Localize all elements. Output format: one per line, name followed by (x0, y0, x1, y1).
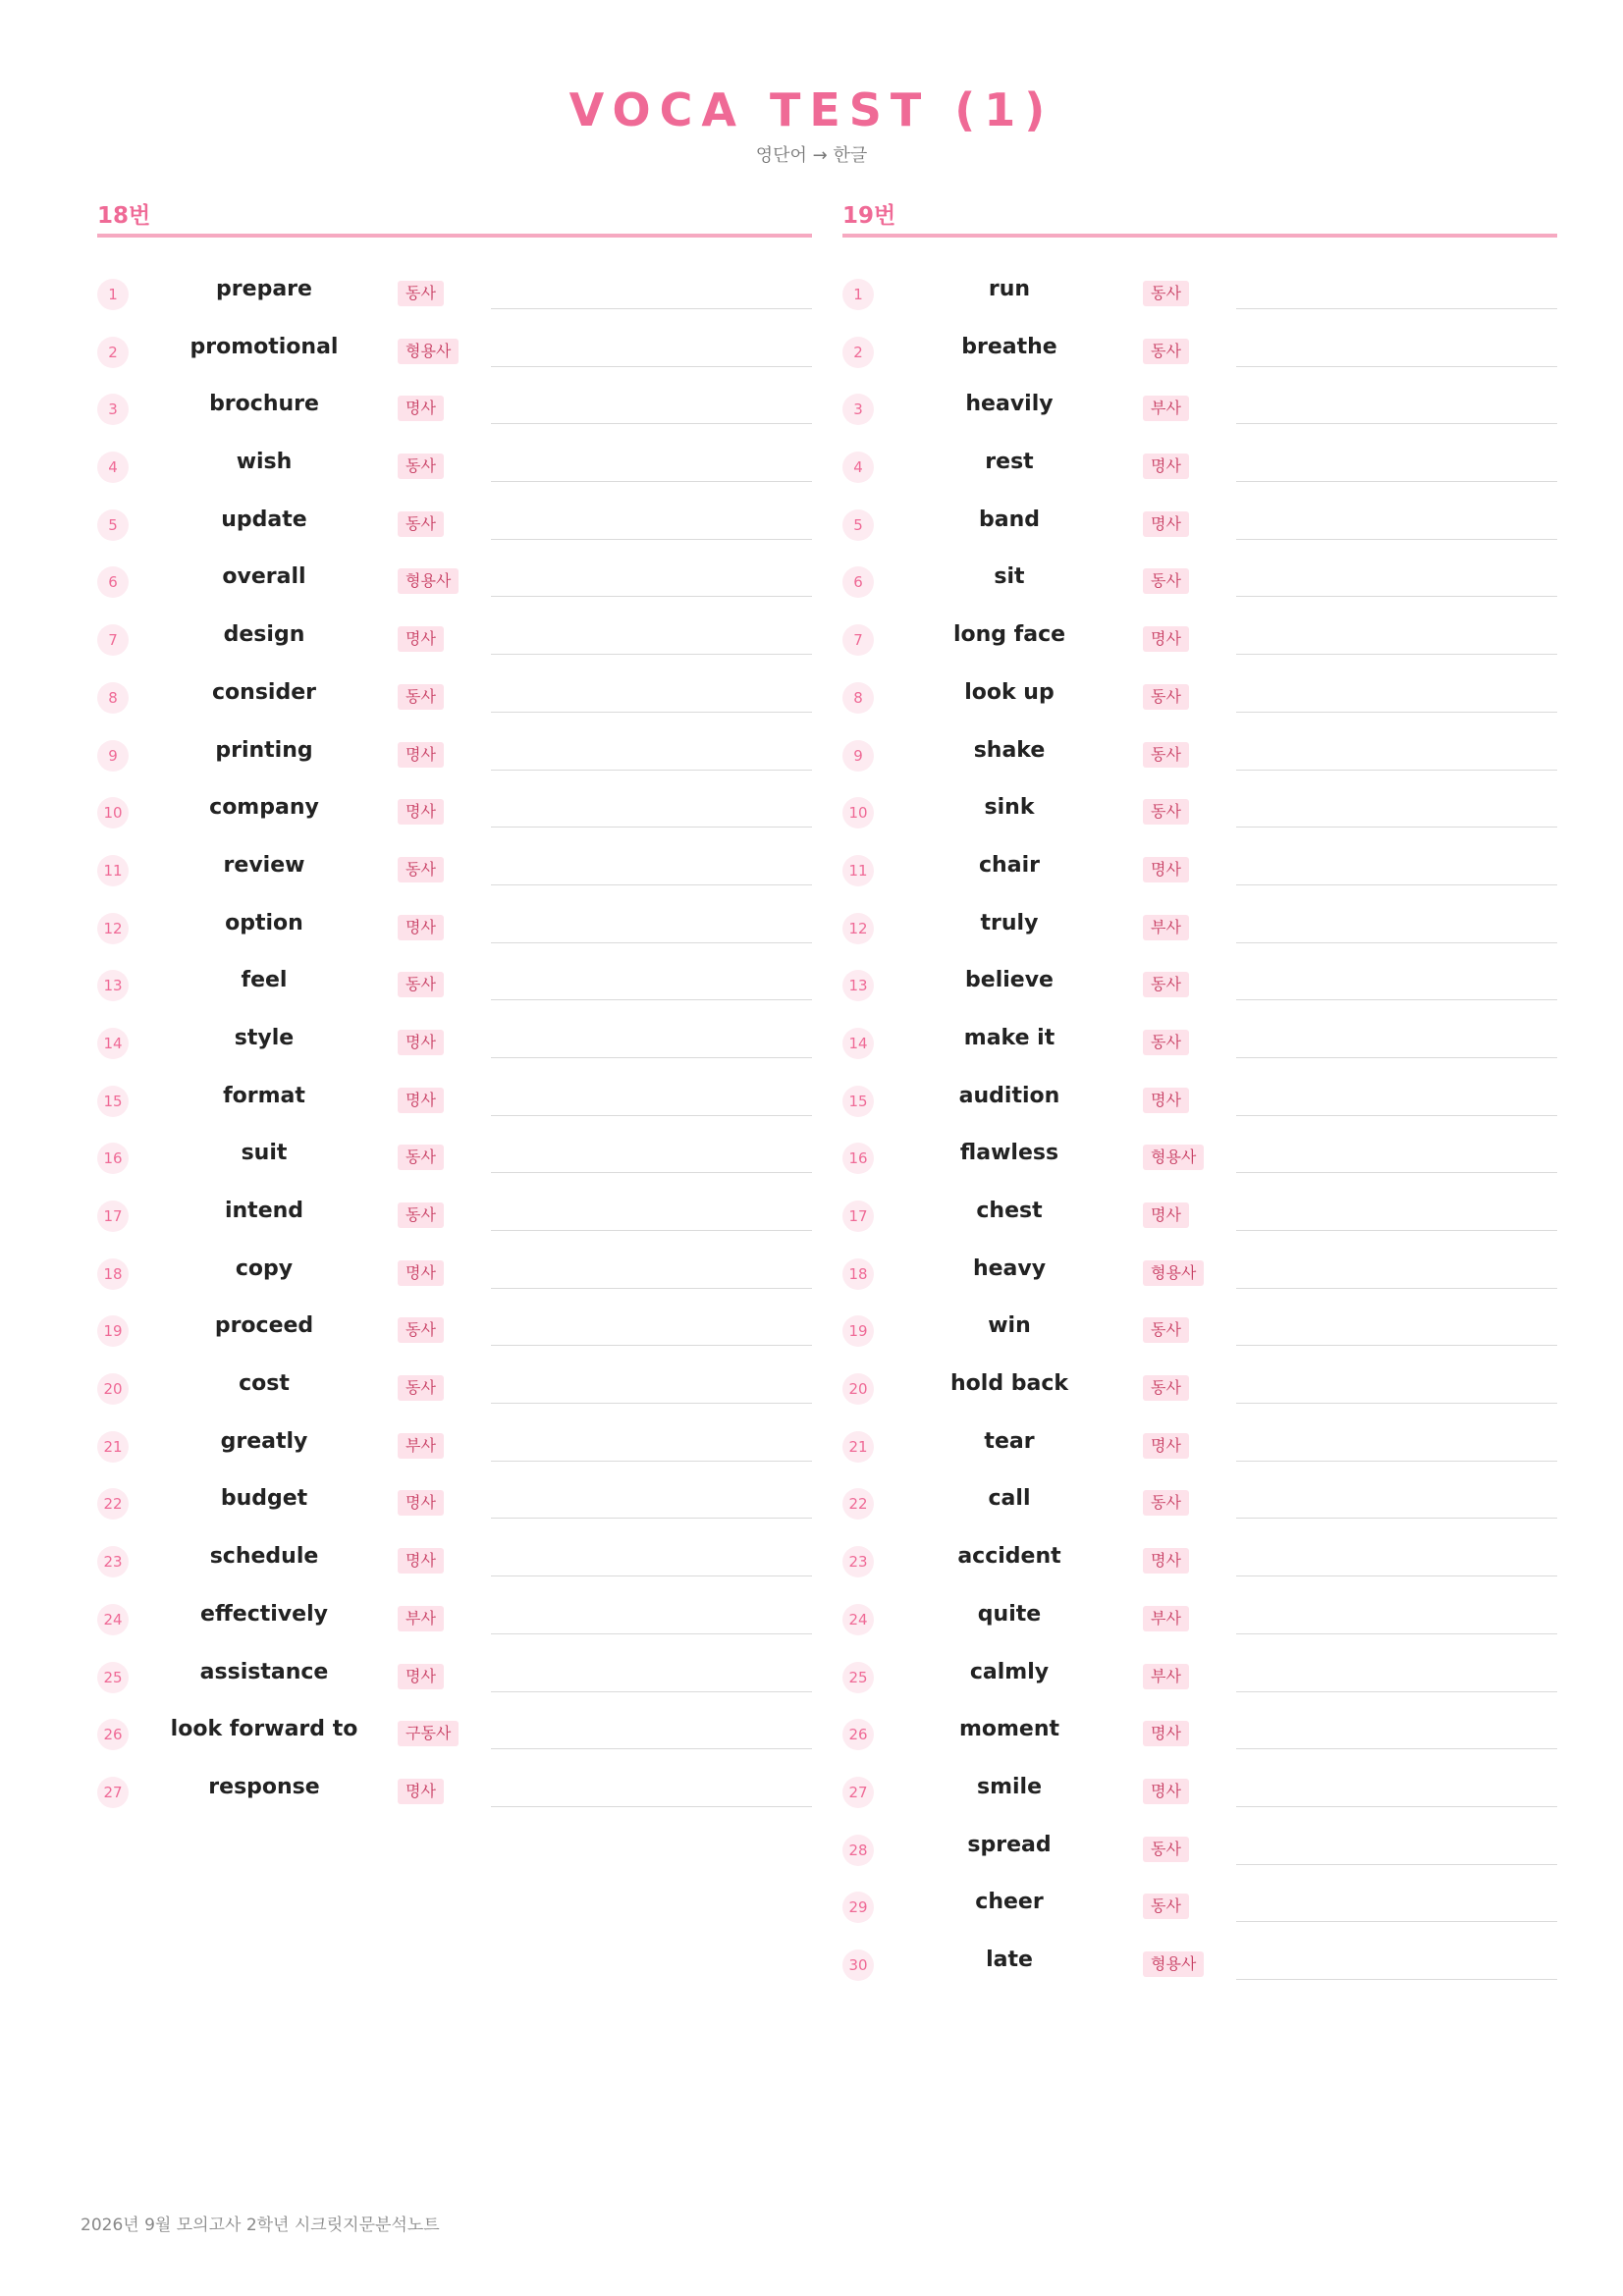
english-word: make it (963, 1025, 1055, 1050)
english-word: printing (215, 737, 313, 763)
part-of-speech-tag: 동사 (398, 1145, 444, 1170)
item-number-badge: 25 (842, 1662, 874, 1693)
english-word: copy (235, 1255, 294, 1281)
english-word: look up (964, 679, 1055, 705)
answer-line[interactable] (491, 1230, 812, 1231)
list-item (842, 1763, 1557, 1821)
english-word: brochure (209, 392, 319, 417)
english-word: late (986, 1947, 1033, 1972)
english-word: smile (976, 1774, 1043, 1799)
english-word: truly (980, 910, 1039, 935)
list-item (842, 380, 1557, 438)
english-word: sink (984, 795, 1035, 821)
list-item (97, 783, 812, 841)
english-word: tear (984, 1428, 1035, 1454)
answer-line[interactable] (1236, 1172, 1557, 1173)
answer-line[interactable] (1236, 1633, 1557, 1634)
item-number-badge: 25 (97, 1662, 129, 1693)
list-item (97, 1532, 812, 1590)
list-item (842, 1360, 1557, 1417)
list-item (97, 1014, 812, 1072)
item-number-badge: 6 (842, 566, 874, 598)
list-item (842, 1187, 1557, 1245)
list-item (97, 668, 812, 726)
word-list (842, 265, 1557, 1994)
part-of-speech-tag: 명사 (1143, 857, 1189, 882)
answer-line[interactable] (491, 1057, 812, 1058)
answer-line[interactable] (491, 481, 812, 482)
list-item (842, 1072, 1557, 1130)
item-number-badge: 8 (97, 682, 129, 714)
page-subtitle: 영단어 → 한글 (755, 145, 868, 166)
english-word: response (208, 1774, 320, 1799)
list-item (842, 668, 1557, 726)
english-word: cheer (975, 1890, 1044, 1915)
item-number-badge: 4 (842, 452, 874, 483)
answer-line[interactable] (491, 1748, 812, 1749)
item-number-badge: 13 (97, 970, 129, 1001)
answer-line[interactable] (491, 942, 812, 943)
answer-line[interactable] (491, 1575, 812, 1576)
answer-line[interactable] (491, 654, 812, 655)
item-number-badge: 20 (97, 1373, 129, 1405)
item-number-badge: 22 (842, 1488, 874, 1520)
list-item (842, 611, 1557, 668)
part-of-speech-tag: 명사 (398, 626, 444, 652)
answer-line[interactable] (1236, 1921, 1557, 1922)
item-number-badge: 11 (97, 855, 129, 886)
list-item (842, 1590, 1557, 1648)
part-of-speech-tag: 형용사 (398, 339, 459, 364)
english-word: company (209, 795, 319, 821)
item-number-badge: 27 (97, 1777, 129, 1808)
item-number-badge: 30 (842, 1949, 874, 1981)
answer-line[interactable] (1236, 1403, 1557, 1404)
part-of-speech-tag: 동사 (398, 857, 444, 882)
answer-line[interactable] (491, 770, 812, 771)
english-word: win (988, 1313, 1031, 1339)
part-of-speech-tag: 명사 (398, 1260, 444, 1286)
answer-line[interactable] (491, 596, 812, 597)
part-of-speech-tag: 부사 (1143, 915, 1189, 940)
answer-line[interactable] (1236, 827, 1557, 828)
item-number-badge: 15 (97, 1086, 129, 1117)
item-number-badge: 15 (842, 1086, 874, 1117)
list-item (842, 1014, 1557, 1072)
section-19 (842, 198, 1557, 1994)
item-number-badge: 26 (842, 1719, 874, 1750)
english-word: shake (973, 737, 1046, 763)
item-number-badge: 4 (97, 452, 129, 483)
list-item (842, 1532, 1557, 1590)
part-of-speech-tag: 명사 (398, 1548, 444, 1574)
part-of-speech-tag: 명사 (1143, 626, 1189, 652)
list-item (842, 323, 1557, 381)
item-number-badge: 3 (842, 394, 874, 425)
item-number-badge: 11 (842, 855, 874, 886)
list-item (842, 265, 1557, 323)
item-number-badge: 27 (842, 1777, 874, 1808)
item-number-badge: 14 (97, 1028, 129, 1059)
part-of-speech-tag: 명사 (398, 915, 444, 940)
list-item (842, 1129, 1557, 1187)
english-word: proceed (214, 1313, 314, 1339)
answer-line[interactable] (1236, 1230, 1557, 1231)
answer-line[interactable] (491, 308, 812, 309)
item-number-badge: 19 (97, 1315, 129, 1347)
english-word: wish (236, 450, 293, 475)
item-number-badge: 9 (97, 740, 129, 772)
list-item (842, 1302, 1557, 1360)
part-of-speech-tag: 명사 (398, 396, 444, 421)
part-of-speech-tag: 명사 (398, 1490, 444, 1516)
english-word: heavily (965, 392, 1054, 417)
list-item (97, 553, 812, 611)
english-word: assistance (199, 1659, 329, 1684)
part-of-speech-tag: 명사 (1143, 1202, 1189, 1228)
item-number-badge: 10 (97, 797, 129, 828)
answer-line[interactable] (1236, 712, 1557, 713)
english-word: sit (994, 564, 1025, 590)
list-item (97, 1474, 812, 1532)
section-title: 19번 (842, 198, 1557, 238)
list-item (97, 956, 812, 1014)
item-number-badge: 16 (842, 1143, 874, 1174)
part-of-speech-tag: 부사 (1143, 1664, 1189, 1689)
item-number-badge: 7 (97, 624, 129, 656)
answer-line[interactable] (1236, 1864, 1557, 1865)
english-word: design (223, 622, 305, 648)
answer-line[interactable] (491, 827, 812, 828)
answer-line[interactable] (1236, 770, 1557, 771)
answer-line[interactable] (1236, 539, 1557, 540)
list-item (97, 1187, 812, 1245)
answer-line[interactable] (491, 1461, 812, 1462)
english-word: review (223, 852, 305, 878)
item-number-badge: 5 (842, 509, 874, 541)
list-item (97, 1360, 812, 1417)
item-number-badge: 6 (97, 566, 129, 598)
part-of-speech-tag: 명사 (1143, 1088, 1189, 1113)
item-number-badge: 21 (97, 1431, 129, 1463)
list-item (842, 1821, 1557, 1879)
list-item (97, 1072, 812, 1130)
list-item (97, 1302, 812, 1360)
answer-line[interactable] (1236, 1979, 1557, 1980)
part-of-speech-tag: 명사 (1143, 1548, 1189, 1574)
part-of-speech-tag: 동사 (1143, 1375, 1189, 1401)
item-number-badge: 29 (842, 1892, 874, 1923)
item-number-badge: 10 (842, 797, 874, 828)
part-of-speech-tag: 동사 (1143, 339, 1189, 364)
item-number-badge: 17 (842, 1201, 874, 1232)
answer-line[interactable] (491, 1633, 812, 1634)
list-item (97, 438, 812, 496)
item-number-badge: 17 (97, 1201, 129, 1232)
list-item (97, 1590, 812, 1648)
part-of-speech-tag: 형용사 (1143, 1145, 1204, 1170)
item-number-badge: 1 (97, 279, 129, 310)
part-of-speech-tag: 명사 (398, 1779, 444, 1804)
english-word: schedule (209, 1544, 319, 1570)
list-item (97, 611, 812, 668)
answer-line[interactable] (1236, 1345, 1557, 1346)
part-of-speech-tag: 동사 (1143, 972, 1189, 997)
english-word: band (978, 507, 1040, 532)
word-list (97, 265, 812, 1821)
list-item (842, 1245, 1557, 1303)
item-number-badge: 14 (842, 1028, 874, 1059)
english-word: heavy (972, 1255, 1047, 1281)
part-of-speech-tag: 동사 (1143, 1490, 1189, 1516)
list-item (842, 1936, 1557, 1994)
part-of-speech-tag: 형용사 (398, 568, 459, 594)
answer-line[interactable] (1236, 1691, 1557, 1692)
item-number-badge: 12 (97, 913, 129, 944)
part-of-speech-tag: 부사 (1143, 396, 1189, 421)
english-word: calmly (969, 1659, 1050, 1684)
item-number-badge: 18 (842, 1258, 874, 1290)
english-word: audition (958, 1083, 1060, 1108)
part-of-speech-tag: 구동사 (398, 1721, 459, 1746)
answer-line[interactable] (1236, 481, 1557, 482)
part-of-speech-tag: 동사 (1143, 281, 1189, 306)
item-number-badge: 16 (97, 1143, 129, 1174)
answer-line[interactable] (491, 539, 812, 540)
english-word: long face (952, 622, 1066, 648)
list-item (842, 899, 1557, 957)
part-of-speech-tag: 동사 (1143, 1030, 1189, 1055)
answer-line[interactable] (1236, 366, 1557, 367)
item-number-badge: 8 (842, 682, 874, 714)
list-item (97, 1417, 812, 1475)
list-item (842, 1417, 1557, 1475)
part-of-speech-tag: 명사 (1143, 454, 1189, 479)
list-item (97, 380, 812, 438)
part-of-speech-tag: 명사 (1143, 1721, 1189, 1746)
english-word: hold back (950, 1371, 1068, 1397)
answer-line[interactable] (1236, 1575, 1557, 1576)
part-of-speech-tag: 동사 (1143, 684, 1189, 710)
answer-line[interactable] (1236, 308, 1557, 309)
part-of-speech-tag: 명사 (398, 742, 444, 768)
list-item (842, 438, 1557, 496)
answer-line[interactable] (1236, 1115, 1557, 1116)
item-number-badge: 24 (97, 1604, 129, 1635)
answer-line[interactable] (1236, 1518, 1557, 1519)
item-number-badge: 22 (97, 1488, 129, 1520)
english-word: effectively (200, 1601, 328, 1627)
item-number-badge: 24 (842, 1604, 874, 1635)
english-word: budget (220, 1486, 308, 1512)
english-word: rest (985, 450, 1034, 475)
list-item (97, 841, 812, 899)
answer-line[interactable] (1236, 654, 1557, 655)
item-number-badge: 26 (97, 1719, 129, 1750)
part-of-speech-tag: 동사 (398, 454, 444, 479)
english-word: accident (957, 1544, 1061, 1570)
part-of-speech-tag: 동사 (398, 972, 444, 997)
answer-line[interactable] (1236, 1461, 1557, 1462)
english-word: believe (965, 968, 1054, 993)
list-item (97, 899, 812, 957)
list-item (842, 1474, 1557, 1532)
item-number-badge: 3 (97, 394, 129, 425)
item-number-badge: 2 (97, 337, 129, 368)
list-item (842, 726, 1557, 784)
item-number-badge: 18 (97, 1258, 129, 1290)
answer-line[interactable] (491, 1403, 812, 1404)
list-item (842, 1705, 1557, 1763)
english-word: flawless (959, 1141, 1059, 1166)
answer-line[interactable] (1236, 1057, 1557, 1058)
answer-line[interactable] (1236, 1806, 1557, 1807)
answer-line[interactable] (491, 1345, 812, 1346)
english-word: cost (239, 1371, 290, 1397)
answer-line[interactable] (491, 366, 812, 367)
part-of-speech-tag: 부사 (398, 1606, 444, 1631)
list-item (842, 1648, 1557, 1706)
item-number-badge: 7 (842, 624, 874, 656)
answer-line[interactable] (491, 1691, 812, 1692)
part-of-speech-tag: 동사 (398, 511, 444, 537)
english-word: moment (958, 1717, 1060, 1742)
english-word: consider (212, 679, 316, 705)
part-of-speech-tag: 동사 (1143, 1317, 1189, 1343)
part-of-speech-tag: 동사 (1143, 1894, 1189, 1919)
english-word: promotional (189, 334, 339, 359)
part-of-speech-tag: 명사 (398, 1030, 444, 1055)
answer-line[interactable] (491, 1288, 812, 1289)
part-of-speech-tag: 명사 (1143, 511, 1189, 537)
answer-line[interactable] (491, 1172, 812, 1173)
english-word: greatly (220, 1428, 308, 1454)
part-of-speech-tag: 동사 (398, 1375, 444, 1401)
part-of-speech-tag: 동사 (1143, 742, 1189, 768)
english-word: prepare (216, 277, 312, 301)
part-of-speech-tag: 동사 (1143, 799, 1189, 825)
list-item (842, 553, 1557, 611)
answer-line[interactable] (491, 1518, 812, 1519)
page-title: VOCA TEST (1) (568, 83, 1055, 136)
part-of-speech-tag: 형용사 (1143, 1260, 1204, 1286)
item-number-badge: 13 (842, 970, 874, 1001)
list-item (97, 1763, 812, 1821)
item-number-badge: 5 (97, 509, 129, 541)
list-item (97, 1245, 812, 1303)
answer-line[interactable] (491, 712, 812, 713)
list-item (842, 841, 1557, 899)
part-of-speech-tag: 동사 (398, 281, 444, 306)
part-of-speech-tag: 형용사 (1143, 1951, 1204, 1977)
english-word: option (225, 910, 303, 935)
english-word: chest (976, 1199, 1043, 1223)
part-of-speech-tag: 명사 (398, 1664, 444, 1689)
part-of-speech-tag: 동사 (398, 684, 444, 710)
english-word: intend (224, 1199, 304, 1223)
english-word: feel (241, 968, 288, 993)
part-of-speech-tag: 명사 (398, 799, 444, 825)
part-of-speech-tag: 동사 (398, 1202, 444, 1228)
english-word: run (988, 277, 1031, 301)
english-word: chair (979, 852, 1040, 878)
item-number-badge: 23 (842, 1546, 874, 1577)
part-of-speech-tag: 명사 (398, 1088, 444, 1113)
part-of-speech-tag: 명사 (1143, 1779, 1189, 1804)
list-item (97, 496, 812, 554)
part-of-speech-tag: 동사 (1143, 1837, 1189, 1862)
part-of-speech-tag: 부사 (1143, 1606, 1189, 1631)
part-of-speech-tag: 동사 (1143, 568, 1189, 594)
part-of-speech-tag: 명사 (1143, 1433, 1189, 1459)
list-item (97, 265, 812, 323)
answer-line[interactable] (491, 1115, 812, 1116)
list-item (842, 1878, 1557, 1936)
english-word: breathe (961, 334, 1057, 359)
english-word: suit (241, 1141, 288, 1166)
item-number-badge: 1 (842, 279, 874, 310)
item-number-badge: 19 (842, 1315, 874, 1347)
item-number-badge: 28 (842, 1835, 874, 1866)
english-word: spread (967, 1832, 1052, 1857)
answer-line[interactable] (1236, 999, 1557, 1000)
item-number-badge: 9 (842, 740, 874, 772)
list-item (842, 496, 1557, 554)
answer-line[interactable] (1236, 1288, 1557, 1289)
english-word: overall (222, 564, 306, 590)
section-title: 18번 (97, 198, 812, 238)
list-item (97, 1705, 812, 1763)
english-word: update (221, 507, 307, 532)
item-number-badge: 20 (842, 1373, 874, 1405)
page-header (0, 80, 1623, 167)
section-18 (97, 198, 812, 1821)
item-number-badge: 21 (842, 1431, 874, 1463)
list-item (842, 783, 1557, 841)
answer-line[interactable] (491, 1806, 812, 1807)
part-of-speech-tag: 부사 (398, 1433, 444, 1459)
english-word: call (988, 1486, 1031, 1512)
list-item (842, 956, 1557, 1014)
english-word: format (223, 1083, 305, 1108)
english-word: look forward to (170, 1717, 358, 1742)
part-of-speech-tag: 동사 (398, 1317, 444, 1343)
answer-line[interactable] (491, 999, 812, 1000)
list-item (97, 1129, 812, 1187)
english-word: style (234, 1025, 295, 1050)
list-item (97, 323, 812, 381)
list-item (97, 1648, 812, 1706)
answer-line[interactable] (1236, 423, 1557, 424)
answer-line[interactable] (1236, 884, 1557, 885)
footer-text: 2026년 9월 모의고사 2학년 시크릿지문분석노트 (81, 2216, 440, 2235)
answer-line[interactable] (1236, 942, 1557, 943)
item-number-badge: 23 (97, 1546, 129, 1577)
answer-line[interactable] (491, 423, 812, 424)
list-item (97, 726, 812, 784)
answer-line[interactable] (1236, 1748, 1557, 1749)
english-word: quite (977, 1601, 1042, 1627)
answer-line[interactable] (491, 884, 812, 885)
item-number-badge: 2 (842, 337, 874, 368)
answer-line[interactable] (1236, 596, 1557, 597)
item-number-badge: 12 (842, 913, 874, 944)
